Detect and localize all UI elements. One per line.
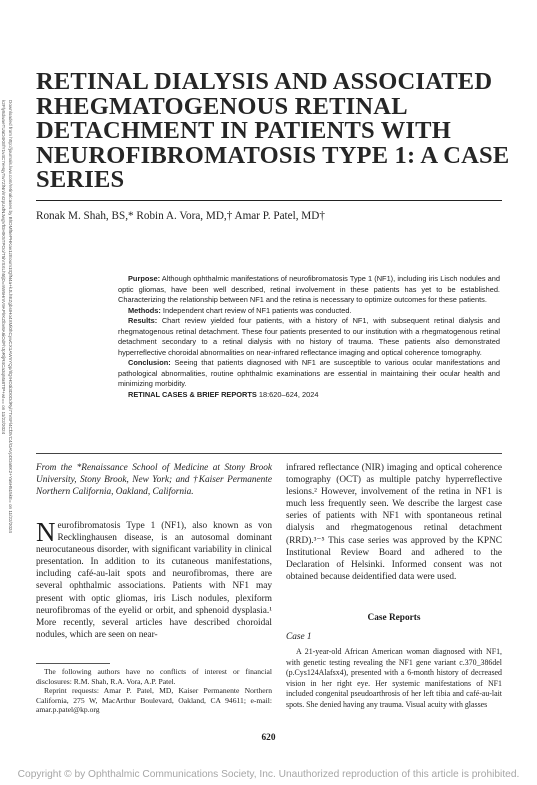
journal-name: RETINAL CASES & BRIEF REPORTS [128, 389, 257, 399]
affiliation: From the *Renaissance School of Medicine at Stony Brook University, Stony Brook, New York; and †Kaiser Permanente Northern California, Oakland, California. [36, 463, 272, 498]
abstract-conclusion [118, 358, 500, 390]
drop-cap: N [36, 517, 56, 547]
purpose-text: Although ophthalmic manifestations of neurofibromatosis Type 1 (NF1), including iris Lisch nodules and optic gliomas, have been well described, retinal involvement in these patients has yet to be established. Characterizing the relationship between NF1 and the retina is necessary to optimize outcomes for these patients. [118, 274, 501, 304]
conflict-statement: The following authors have no conflicts of interest or financial disclosures: R.M. Shah, R.A. Vora, A.P. Patel. [36, 667, 272, 686]
section-heading: Case Reports [367, 613, 421, 623]
intro-body: eurofibromatosis Type 1 (NF1), also known as von Recklinghausen disease, is an autosomal dominant neurocutaneous disorder, with significant variability in clinical presentation. In addition to its cutaneous manifestations, including café-au-lait spots and neurofibromas, there are several ophthalmic associations. Patients with NF1 may present with optic gliomas, iris Lisch nodules, plexiform neurofibromas of the eyelid or orbit, and sphenoid dysplasia.¹ More recently, several articles have described choroidal nodules, which are seen on near- [36, 521, 272, 640]
abstract-results [118, 316, 500, 358]
results-text: Chart review yielded four patients, with a history of NF1, with subsequent retinal dialysis and rhegmatogenous retinal detachment. These four patients presented to our institution with a rhegmatogenous retinal detachment secondary to a retinal dialysis with no history of trauma. These patients also demonstrated hyperreflective choroidal abnormalities on near-infrared reflectance imaging and optical coherence tomography. [118, 316, 500, 357]
case-1-text [286, 647, 502, 711]
copyright-watermark: Copyright © by Ophthalmic Communications Society, Inc. Unauthorized reproduction of this article is prohibited. [17, 769, 520, 780]
methods-text: Independent chart review of NF1 patients was conducted. [162, 305, 352, 315]
footnote-divider [36, 663, 110, 664]
title-divider [36, 200, 502, 201]
article-title: RETINAL DIALYSIS AND ASSOCIATED RHEGMATOGENOUS RETINAL DETACHMENT IN PATIENTS WITH NEUROFIBROMATOSIS TYPE 1: A CASE SERIES [36, 68, 510, 193]
results-label: Results: [128, 316, 158, 325]
page-number: 620 [261, 733, 276, 743]
abstract [118, 274, 500, 400]
conclusion-label: Conclusion: [128, 358, 171, 367]
introduction-text [36, 517, 272, 641]
abstract-purpose [118, 274, 500, 306]
purpose-label: Purpose: [128, 274, 161, 283]
download-notice-line-1: Downloaded from http://journals.lww.com/retinalcases by BhDMf5ePHKav1zEoum1tQfN4a+kJLhEZgbsIHo4XMi0hCywCX1AWnYQp/IlQrHD3i3D0OdRyi7TvSFl4Cf3VC4/OAVpDDa8K2+Ya6H515kE= on 11/22/2024 [8, 100, 13, 533]
abstract-divider [36, 453, 502, 454]
conclusion-text: Seeing that patients diagnosed with NF1 are susceptible to various ocular manifestations and pathological abnormalities, routine ophthalmic examinations are essential in maintaining their ocular health and minimizing morbidity. [118, 358, 500, 388]
case-label: Case 1 [286, 632, 312, 642]
right-column-text: infrared reflectance (NIR) imaging and optical coherence tomography (OCT) as multiple patchy hyperreflective lesions.² However, involvement of the retina in NF1 is much less frequently seen. We describe the largest case series of patients with NF1 with spontaneous retinal dialysis and rhegmatogenous retinal detachment (RRD).³⁻⁵ This case series was approved by the KPNC Institutional Review Board and adhered to the Declaration of Helsinki. Informed consent was not obtained because deidentified data were used. [286, 463, 502, 582]
methods-label: Methods: [128, 305, 161, 315]
footnotes [36, 667, 272, 715]
journal-citation [118, 390, 500, 401]
download-notice-line-2: k2Fly8dwaeTUaD4KEfY1v4C7eHqyTw7ZlNn/mI2pUxfNJwgVfGHtK5TPOo/T5iVSXLh5tjD=nW6HmV9APlrKZlbv8A6iOdFhJpR/jR4Ca3qMa8TtP+wI== on 11/22/2024 [1, 100, 6, 435]
download-sidebar [1, 100, 25, 533]
case-1-paragraph: A 21-year-old African American woman diagnosed with NF1, with genetic testing revealing the NF1 gene variant c.370_386del (p.Cys124Alafsx4), presented with a 6-month history of decreased vision in her right eye. Her systemic manifestations of NF1 included congenital pseudoarthrosis of her left tibia and café-au-lait spots. She denied having any trauma. Visual acuity with glasses [286, 647, 502, 709]
abstract-methods [118, 306, 500, 317]
reprint-requests: Reprint requests: Amar P. Patel, MD, Kaiser Permanente Northern California, 275 W, MacArthur Boulevard, Oakland, CA 94611; e-mail: amar.p.patel@kp.org [36, 686, 272, 715]
author-list: Ronak M. Shah, BS,* Robin A. Vora, MD,† Amar P. Patel, MD† [36, 210, 325, 222]
citation-details: 18:620–624, 2024 [258, 389, 319, 399]
